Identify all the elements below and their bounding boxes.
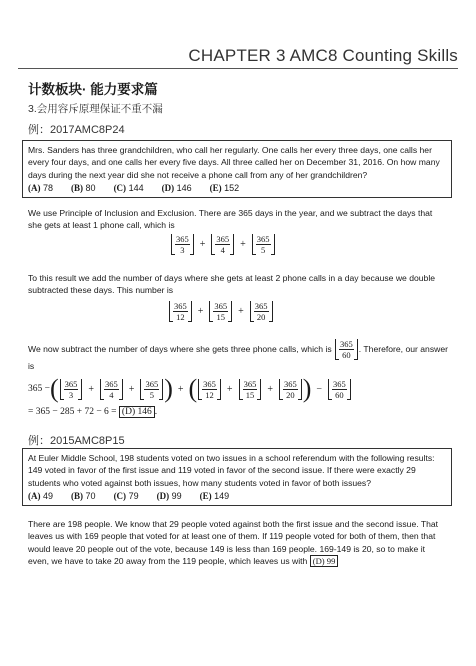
- answer-choices-2: [28, 491, 447, 501]
- final-answer-box: (D) 146: [119, 406, 155, 418]
- final-answer-line: = 365 − 285 + 72 − 6 = (D) 146 .: [28, 407, 158, 417]
- example-label-2: 例：2015AMC8P15: [28, 435, 125, 447]
- formula-final: 365 − ( $\frac{365}{3}$ + $\frac{365}{4}$ + $\frac{365}{5}$ ) + ( $\frac{365}{12}$ + $\frac{365}{15}$ + $\frac{365}{20}$ ) − $\frac{365}{60}$: [28, 378, 352, 400]
- subheading: 3.会用容斥原理保证不重不漏: [28, 103, 163, 115]
- solution-paragraph-3: We now subtract the number of days where she gets three phone calls, which is $\frac{365}{60}$ . Therefore, our answer is: [28, 339, 448, 371]
- answer-choices-1: [28, 183, 447, 193]
- chapter-title: CHAPTER 3 AMC8 Counting Skills: [188, 46, 458, 65]
- choice-d: (D) 146: [161, 183, 192, 194]
- choice-c: (C) 79: [113, 491, 139, 502]
- problem-text-2: At Euler Middle School, 198 students voted on two issues in a school referendum with the following results: 149 voted in favor of the first issue and 119 voted in favor of the second issue. If there were exactly 29 students who voted against both issues, how many students voted in favor of both issues?: [28, 453, 435, 488]
- choice-b: (B) 80: [71, 183, 96, 194]
- choice-a: (A) 78: [28, 183, 54, 194]
- choice-d: (D) 99: [156, 491, 182, 502]
- answer-box-2: (D) 99: [310, 555, 339, 567]
- choice-e: (E) 152: [209, 183, 240, 194]
- formula-floor-sum-2: $\frac{365}{12}$ + $\frac{365}{15}$ + $\frac{365}{20}$: [168, 301, 274, 322]
- solution-paragraph-ex2: There are 198 people. We know that 29 people voted against both the first issue and the second issue. That leaves us with 169 people that voted for at least one of them. If 119 people voted for both of them, then that would leave 20 people out of the vote, because 149 is less than 169 people. 169-149 is 20, so to make it even, we have to take 20 away from the 119 people, which leaves us with (D) 99: [28, 519, 439, 567]
- example-label-1: 例：2017AMC8P24: [28, 124, 125, 136]
- problem-box-1: [22, 140, 452, 198]
- problem-box-2: [22, 448, 452, 506]
- formula-floor-sum-1: $\frac{365}{3}$ + $\frac{365}{4}$ + $\frac{365}{5}$: [170, 234, 276, 255]
- section-title: 计数板块· 能力要求篇: [28, 82, 158, 97]
- problem-text-1: Mrs. Sanders has three grandchildren, who call her regularly. One calls her every three days, one calls her every four days, and one calls her every five days. All three called her on December 31, 2016. On how many days during the next year did she not receive a phone call from any of her grandchildren?: [28, 145, 440, 180]
- choice-c: (C) 144: [113, 183, 144, 194]
- choice-b: (B) 70: [71, 491, 96, 502]
- solution-paragraph-2: To this result we add the number of days where she gets at least 2 phone calls in a day because we double subtracted these days. This number is: [28, 273, 436, 296]
- solution-paragraph-1: We use Principle of Inclusion and Exclusion. There are 365 days in the year, and we subtract the days that she gets at least 1 phone call, which is: [28, 208, 433, 231]
- choice-e: (E) 149: [199, 491, 230, 502]
- choice-a: (A) 49: [28, 491, 54, 502]
- header-divider: [18, 68, 458, 69]
